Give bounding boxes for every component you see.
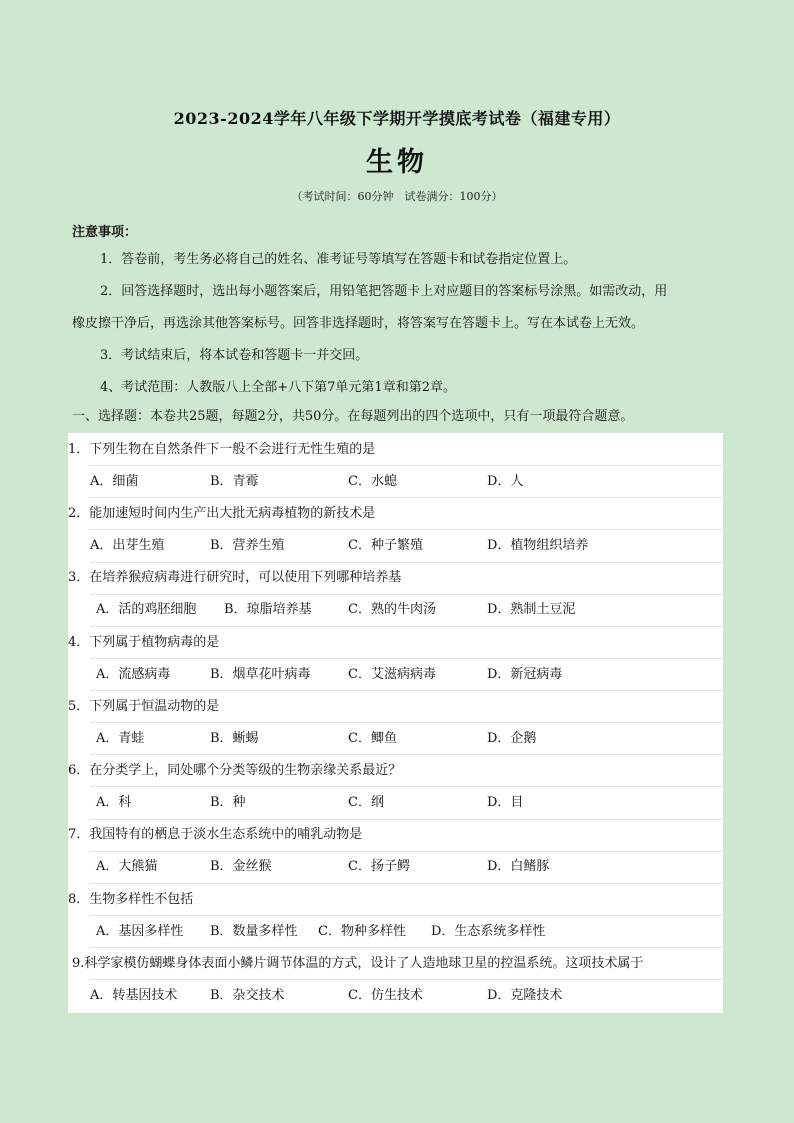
question-stem: 9.科学家模仿蝴蝶身体表面小鳞片调节体温的方式，设计了人造地球卫星的控温系统。这项技术属于 — [72, 956, 644, 971]
option-c: C．熟的牛肉汤 — [348, 602, 436, 617]
option-c: C．扬子鳄 — [348, 859, 410, 874]
option-c: C．种子繁殖 — [348, 538, 423, 553]
section-heading: 一、选择题：本卷共25题，每题2分，共50分。在每题列出的四个选项中，只有一项最符合题意。 — [72, 409, 634, 424]
notice-item-2-cont: 橡皮擦干净后，再选涂其他答案标号。回答非选择题时，将答案写在答题卡上。写在本试卷上无效。 — [72, 316, 645, 331]
notice-list — [72, 244, 724, 404]
option-d: D．生态系统多样性 — [431, 924, 546, 939]
divider — [90, 915, 723, 916]
divider — [90, 658, 723, 659]
question-stem: 5．下列属于恒温动物的是 — [68, 699, 220, 714]
option-c: C．艾滋病病毒 — [348, 667, 436, 682]
divider — [90, 497, 723, 498]
exam-info: （考试时间：60分钟 试卷满分：100分） — [291, 190, 503, 203]
option-a: A．转基因技术 — [90, 988, 178, 1003]
subject-title: 生物 — [366, 147, 428, 178]
option-a: A．流感病毒 — [96, 667, 171, 682]
divider — [90, 722, 723, 723]
option-d: D．植物组织培养 — [487, 538, 589, 553]
divider — [90, 947, 723, 948]
option-d: D．熟制土豆泥 — [487, 602, 576, 617]
divider — [90, 851, 723, 852]
option-a: A．科 — [96, 795, 132, 810]
question-stem: 8．生物多样性不包括 — [68, 892, 194, 907]
question-stem: 3．在培养猴痘病毒进行研究时，可以使用下列哪种培养基 — [68, 570, 402, 585]
option-a: A．出芽生殖 — [90, 538, 165, 553]
option-b: B．种 — [210, 795, 246, 810]
option-b: B．数量多样性 — [210, 924, 298, 939]
option-d: D．新冠病毒 — [487, 667, 563, 682]
option-c: C．仿生技术 — [348, 988, 423, 1003]
question-stem: 7．我国特有的栖息于淡水生态系统中的哺乳动物是 — [68, 827, 363, 842]
divider — [90, 754, 723, 755]
option-b: B．蜥蜴 — [210, 731, 259, 746]
option-b: B．青霉 — [210, 474, 259, 489]
option-a: A．活的鸡胚细胞 — [96, 602, 197, 617]
option-d: D．白鳍豚 — [487, 859, 550, 874]
question-stem: 4．下列属于植物病毒的是 — [68, 635, 220, 650]
option-d: D．克隆技术 — [487, 988, 563, 1003]
option-d: D．人 — [487, 474, 524, 489]
option-b: B．杂交技术 — [210, 988, 285, 1003]
divider — [90, 786, 723, 787]
option-c: C．鲫鱼 — [348, 731, 397, 746]
option-a: A．基因多样性 — [96, 924, 184, 939]
option-b: B．烟草花叶病毒 — [210, 667, 311, 682]
notice-item-4: 4、考试范围：人教版八上全部+八下第7单元第1章和第2章。 — [100, 380, 456, 395]
option-d: D．目 — [487, 795, 524, 810]
option-b: B．金丝猴 — [210, 859, 272, 874]
divider — [90, 690, 723, 691]
question-stem: 2．能加速短时间内生产出大批无病毒植物的新技术是 — [68, 506, 376, 521]
notice-item-3: 3．考试结束后，将本试卷和答题卡一并交回。 — [100, 348, 369, 363]
option-b: B．琼脂培养基 — [224, 602, 312, 617]
option-a: A．青蛙 — [96, 731, 145, 746]
divider — [90, 562, 723, 563]
divider — [90, 626, 723, 627]
question-stem: 6．在分类学上，同处哪个分类等级的生物亲缘关系最近？ — [68, 763, 402, 778]
divider — [90, 883, 723, 884]
option-c: C．纲 — [348, 795, 384, 810]
divider — [90, 465, 723, 466]
question-stem: 1．下列生物在自然条件下一般不会进行无性生殖的是 — [68, 442, 376, 457]
exam-title: 2023-2024学年八年级下学期开学摸底考试卷（福建专用） — [173, 109, 621, 128]
option-d: D．企鹅 — [487, 731, 537, 746]
option-c: C．物种多样性 — [318, 924, 406, 939]
divider — [90, 594, 723, 595]
divider — [90, 529, 723, 530]
option-a: A．细菌 — [90, 474, 139, 489]
divider — [90, 819, 723, 820]
notice-item-1: 1．答卷前，考生务必将自己的姓名、准考证号等填写在答题卡和试卷指定位置上。 — [100, 252, 577, 267]
notice-item-2: 2．回答选择题时，选出每小题答案后，用铅笔把答题卡上对应题目的答案标号涂黑。如需改动，用 — [100, 284, 668, 299]
option-b: B．营养生殖 — [210, 538, 285, 553]
option-a: A．大熊猫 — [96, 859, 158, 874]
divider — [90, 979, 723, 980]
option-c: C．水螅 — [348, 474, 397, 489]
notice-heading: 注意事项： — [72, 225, 138, 240]
